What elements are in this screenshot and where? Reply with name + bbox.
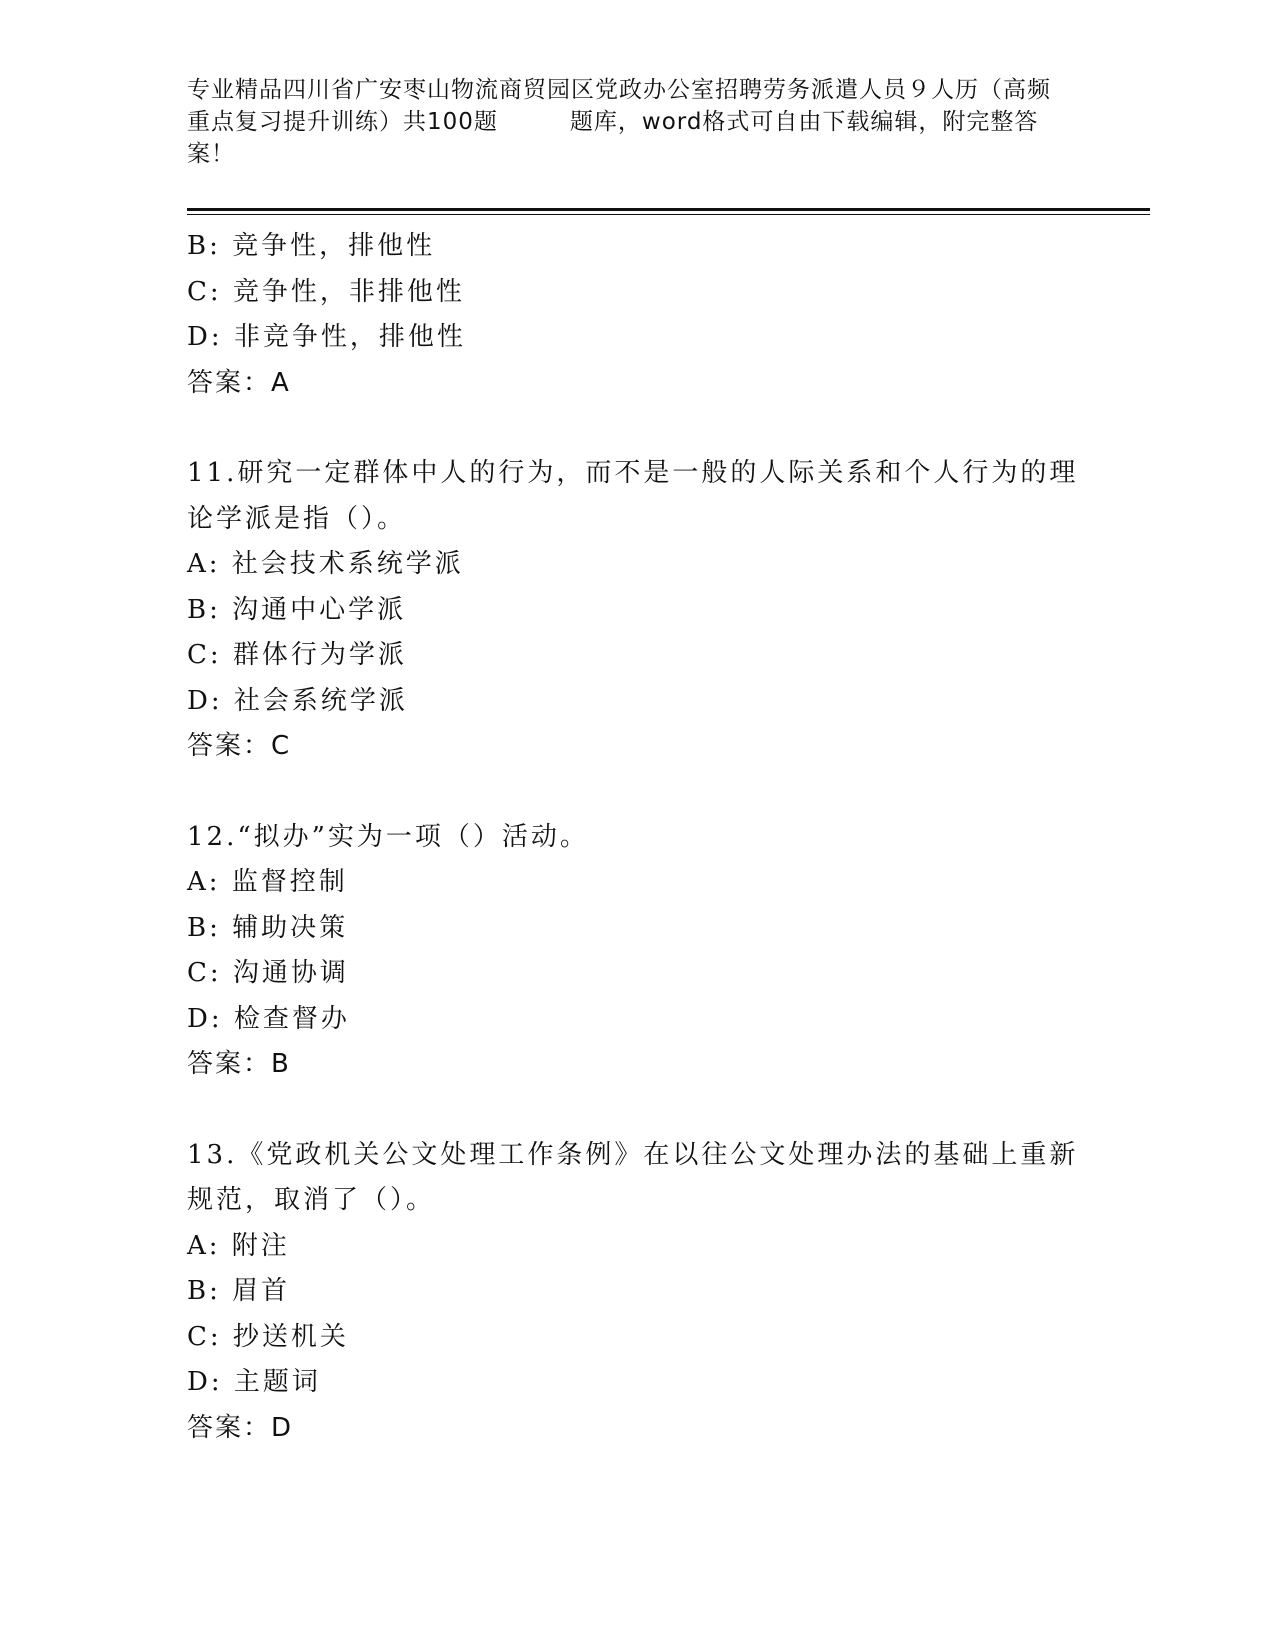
option-d: D: 检查督办 (187, 1003, 350, 1034)
question-11 (187, 451, 1087, 770)
header-divider-thick (187, 208, 1150, 211)
question-13 (187, 1133, 1087, 1452)
option-a: A: 监督控制 (187, 867, 348, 897)
document-header (187, 74, 1087, 170)
option-c: C: 竞争性，非排他性 (187, 276, 465, 307)
question-12 (187, 815, 1087, 1088)
question-stem: 论学派是指（）。 (187, 503, 407, 534)
option-b: B: 沟通中心学派 (187, 594, 407, 625)
question-stem: 13.《党政机关公文处理工作条例》在以往公文处理办法的基础上重新 (187, 1139, 1079, 1170)
option-a: A: 社会技术系统学派 (187, 549, 464, 579)
option-d: D: 主题词 (187, 1367, 321, 1397)
question-stem: 11.研究一定群体中人的行为，而不是一般的人际关系和个人行为的理 (187, 458, 1079, 488)
answer-line: 答案：D (187, 1412, 294, 1443)
question-list (187, 224, 1087, 1451)
option-d: D: 非竞争性，排他性 (187, 322, 466, 352)
header-line: 重点复习提升训练）共100题 题库，word格式可自由下载编辑，附完整答 (187, 109, 1039, 135)
header-line: 专业精品四川省广安枣山物流商贸园区党政办公室招聘劳务派遣人员９人历（高频 (187, 77, 1051, 103)
option-d: D: 社会系统学派 (187, 685, 408, 716)
previous-question-tail (187, 224, 1087, 406)
header-line: 案！ (187, 141, 235, 167)
option-a: A: 附注 (187, 1230, 290, 1261)
question-stem: 规范，取消了（）。 (187, 1185, 436, 1215)
answer-line: 答案：B (187, 1049, 291, 1079)
option-c: C: 抄送机关 (187, 1321, 349, 1352)
header-divider-thin (187, 214, 1150, 215)
option-b: B: 眉首 (187, 1276, 291, 1306)
option-c: C: 群体行为学派 (187, 640, 407, 670)
answer-line: 答案：C (187, 731, 292, 761)
answer-line: 答案：A (187, 367, 291, 398)
option-b: B: 竞争性，排他性 (187, 231, 436, 261)
question-stem: 12.“拟办”实为一项（）活动。 (187, 821, 589, 852)
option-b: B: 辅助决策 (187, 912, 349, 943)
option-c: C: 沟通协调 (187, 958, 349, 988)
